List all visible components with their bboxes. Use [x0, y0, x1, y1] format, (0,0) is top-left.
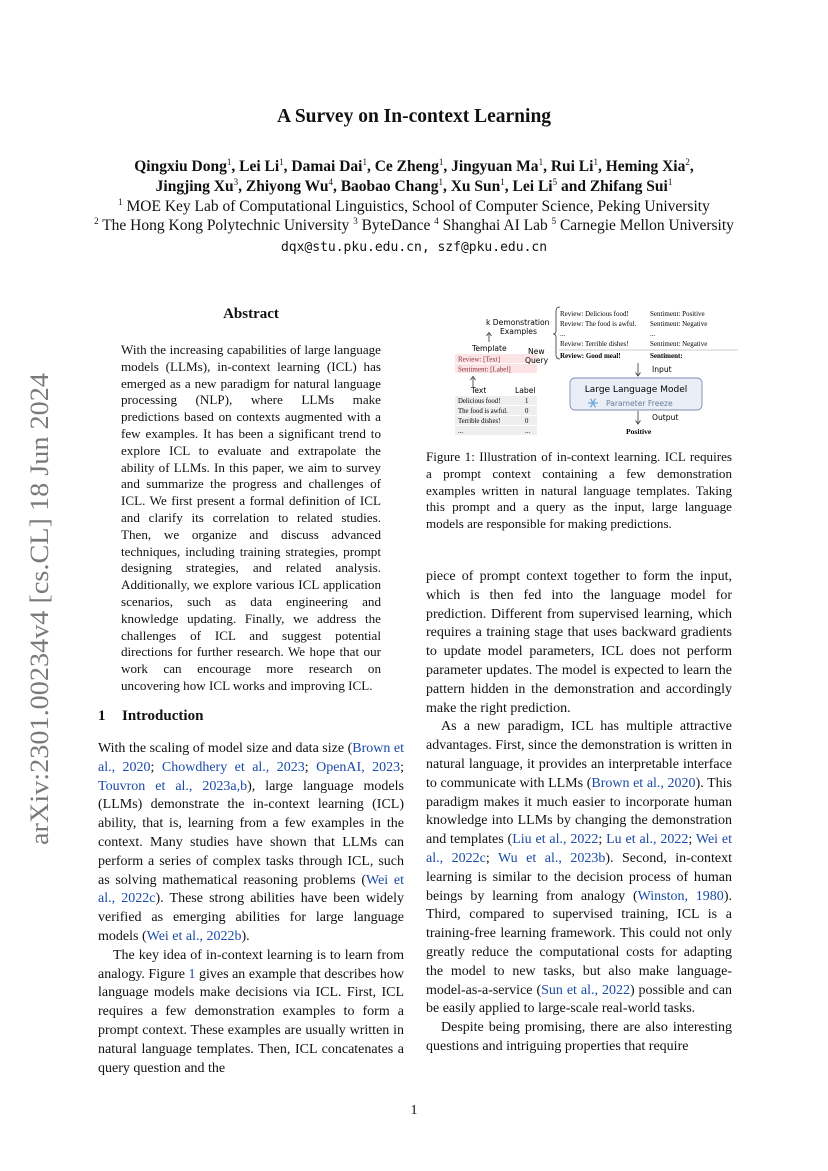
abstract-text: With the increasing capabilities of large language models (LLMs), in-context learning (ICL) has emerged as a new paradigm for natural language processing (NLP), where LLMs make predictions based on contexts augmented with a few examples. It has been a significant trend to explore ICL to evaluate and extrapolate the ability of LLMs. In this paper, we aim to survey and summarize the progress and challenges of ICL. We first present a formal definition of ICL and clarify its correlation to related studies. Then, we organize and discuss advanced techniques, including training strategies, prompt designing strategies, and related analysis. Additionally, we explore various ICL application scenarios, such as data engineering and knowledge updating. Finally, we address the challenges of ICL and suggest potential directions for further research. We hope that our work can encourage more research on uncovering how ICL works and improving ICL.: [121, 342, 381, 693]
page-number: 1: [410, 1103, 418, 1118]
citation-link[interactable]: Liu et al., 2022: [512, 832, 599, 848]
template-label: Template: [472, 344, 507, 353]
citation-link[interactable]: Winston, 1980: [637, 888, 724, 904]
author-name: Baobao Chang: [340, 178, 439, 195]
arxiv-stamp-svg: [20, 370, 54, 850]
k-demo-label: k Demonstration: [486, 318, 550, 327]
intro-paragraph-2: The key idea of in-context learning is to learn from analogy. Figure 1 gives an example that describes how language models make decisions via ICL. First, ICL requires a few demonstration examples to form a prompt context. These examples are usually written in natural language templates. Then, ICL concatenates a query question and the: [98, 947, 404, 1076]
author-affiliation-mark: 1: [538, 156, 544, 167]
freeze-label: Parameter Freeze: [606, 399, 673, 408]
right-column-body: [426, 568, 732, 1057]
paper-title: A Survey on In-context Learning: [276, 106, 552, 127]
affiliation-mark: 1: [118, 196, 123, 207]
author-affiliation-mark: 1: [362, 156, 367, 167]
template-review: Review: [Text]: [458, 355, 501, 364]
demo-sentiment: Sentiment: Positive: [650, 310, 705, 318]
citation-link[interactable]: Brown et al., 2020: [591, 775, 696, 791]
author-affiliation-mark: 1: [438, 176, 443, 187]
demo-sentiment: ...: [650, 330, 656, 338]
affiliation-mark: 3: [353, 215, 358, 226]
author-name: Qingxiu Dong: [134, 158, 227, 175]
llm-label: Large Language Model: [584, 385, 688, 395]
figure-1-diagram: [440, 305, 740, 439]
citation-link[interactable]: Wu et al., 2023b: [497, 850, 606, 866]
author-name: Heming Xia: [605, 158, 686, 175]
citation-link[interactable]: Chowdhery et al., 2023: [161, 759, 305, 775]
affiliation-mark: 4: [434, 215, 439, 226]
affiliation-name: The Hong Kong Polytechnic University: [98, 217, 354, 234]
citation-link[interactable]: Sun et al., 2022: [541, 982, 630, 998]
table-cell-text: The food is awful.: [458, 408, 508, 415]
demo-sentiment: Sentiment: Negative: [650, 320, 708, 328]
affiliation-name: Shanghai AI Lab: [438, 217, 552, 234]
affiliation-line-2: [0, 217, 828, 235]
affiliation-name: Carnegie Mellon University: [556, 217, 734, 234]
author-affiliation-mark: 1: [438, 156, 444, 167]
arxiv-id-text: arXiv:2301.00234v4 [cs.CL] 18 Jun 2024: [25, 410, 54, 845]
authors-line-2: Jingjing Xu$^3$, Zhiyong Wu$^4$, Baobao Chang$^1$, Xu Sun$^1$, Lei Li$^5$ and Zhifang Sui$^1$: [155, 176, 673, 195]
affiliation-name: MOE Key Lab of Computational Linguistics, School of Computer Science, Peking University: [122, 198, 710, 215]
author-name: Zhifang Sui: [589, 178, 668, 195]
affiliation-mark: 2: [94, 215, 99, 226]
output-label: Output: [652, 413, 679, 422]
author-name: Lei Li: [239, 158, 280, 175]
demo-brace: [553, 307, 560, 359]
intro-paragraph-1: With the scaling of model size and data size (Brown et al., 2020; Chowdhery et al., 2023; OpenAI, 2023; Touvron et al., 2023a,b), large language models (LLMs) demonstrate the in-context learning (ICL) ability, that is, learning from a few examples in the context. Many studies have shown that LLMs can perform a series of complex tasks through ICL, such as solving mathematical reasoning problems (Wei et al., 2022c). These strong abilities have been widely verified as emerging abilities for large language models (Wei et al., 2022b).: [98, 741, 405, 944]
demo-review: Review: Delicious food!: [560, 310, 629, 318]
input-label: Input: [652, 365, 672, 374]
citation-link[interactable]: 1: [188, 966, 196, 982]
query-sentiment: Sentiment:: [650, 352, 683, 360]
citation-link[interactable]: OpenAI, 2023: [316, 759, 401, 775]
demo-review: Review: Terrible dishes!: [560, 340, 629, 348]
author-affiliation-mark: 1: [593, 156, 598, 167]
label-col-label: Label: [515, 386, 536, 395]
author-name: Ce Zheng: [374, 158, 439, 175]
citation-link[interactable]: Wei et al., 2022c: [98, 872, 404, 907]
author-affiliation-mark: 2: [685, 156, 690, 167]
author-affiliation-mark: 4: [328, 176, 333, 187]
author-affiliation-mark: 1: [667, 176, 673, 187]
abstract-heading: Abstract: [223, 306, 279, 322]
citation-link[interactable]: Wei et al., 2022c: [426, 832, 733, 866]
author-name: Lei Li: [512, 178, 553, 195]
citation-link[interactable]: Lu et al., 2022: [606, 832, 689, 848]
demo-sentiment: Sentiment: Negative: [650, 340, 708, 348]
section-title: Introduction: [122, 708, 204, 724]
author-name: Zhiyong Wu: [245, 178, 329, 195]
author-affiliation-mark: 1: [226, 156, 232, 167]
affiliation-mark: 5: [551, 215, 557, 226]
author-name: Jingyuan Ma: [451, 158, 539, 175]
authors-line-1: Qingxiu Dong$^1$, Lei Li$^1$, Damai Dai$^1$, Ce Zheng$^1$, Jingyuan Ma$^1$, Rui Li$^1$, Heming Xia$^2$,: [134, 156, 694, 175]
examples-label: Examples: [500, 327, 537, 336]
author-name: Damai Dai: [291, 158, 363, 175]
author-name: Jingjing Xu: [155, 178, 234, 195]
author-affiliation-mark: 3: [233, 176, 239, 187]
demo-review: ...: [560, 330, 566, 338]
affiliation-name: ByteDance: [357, 217, 435, 234]
template-sentiment: Sentiment: [Label]: [458, 365, 511, 374]
table-cell-label: 0: [525, 408, 529, 415]
author-name: Rui Li: [550, 158, 594, 175]
author-affiliation-mark: 1: [279, 156, 284, 167]
right-paragraph-1: piece of prompt context together to form the input, which is then fed into the language model for prediction. Different from supervised learning, which requires a training stage that uses backward gradients to update model parameters, ICL does not perform parameter updates. The model is expected to learn the pattern hidden in the demonstration and accordingly make the right prediction.: [426, 569, 732, 716]
author-affiliation-mark: 1: [500, 176, 505, 187]
table-cell-label: ...: [525, 428, 531, 435]
table-cell-text: ...: [458, 428, 464, 435]
right-paragraph-3: Despite being promising, there are also interesting questions and intriguing properties that require: [426, 1020, 732, 1054]
section-number: 1: [98, 708, 106, 724]
result-label: Positive: [626, 427, 652, 436]
figure-caption: Figure 1: Illustration of in-context learning. ICL requires a prompt context containing a few demonstration examples written in natural language templates. Taking this prompt and a query as the input, large language models are responsible for making predictions.: [426, 449, 732, 532]
query-review: Review: Good meal!: [560, 352, 621, 360]
author-name: Xu Sun: [450, 178, 501, 195]
author-emails: dqx@stu.pku.edu.cn, szf@pku.edu.cn: [280, 240, 548, 255]
demo-review: Review: The food is awful.: [560, 320, 637, 328]
table-cell-text: Delicious food!: [458, 398, 501, 405]
table-cell-label: 1: [525, 398, 529, 405]
affiliation-line-1: [0, 198, 828, 216]
table-cell-text: Terrible dishes!: [458, 418, 501, 425]
author-affiliation-mark: 5: [552, 176, 558, 187]
query-label: Query: [525, 356, 549, 365]
right-paragraph-2: As a new paradigm, ICL has multiple attractive advantages. First, since the demonstration is written in natural language, it provides an interpretable interface to communicate with LLMs (Brown et al., 2020). This paradigm makes it much easier to incorporate human knowledge into LLMs by changing the demonstration and templates (Liu et al., 2022; Lu et al., 2022; Wei et al., 2022c; Wu et al., 2023b). Second, in-context learning is similar to the decision process of human beings by learning from analogy (Winston, 1980). Third, compared to supervised training, ICL is a training-free learning framework. This could not only greatly reduce the computational costs for adapting the model to new tasks, but also make language-model-as-a-service (Sun et al., 2022) possible and can be easily applied to large-scale real-world tasks.: [426, 719, 733, 1017]
demonstration-list: [560, 310, 707, 348]
citation-link[interactable]: Wei et al., 2022b: [146, 928, 242, 944]
citation-link[interactable]: Touvron et al., 2023a,b: [98, 778, 248, 794]
citation-link[interactable]: Brown et al., 2020: [98, 741, 404, 775]
arxiv-stamp: [20, 370, 54, 850]
new-label: New: [528, 347, 545, 356]
figure-1: [440, 305, 740, 439]
left-column-body: [98, 740, 404, 1078]
text-col-label: Text: [471, 386, 487, 395]
section-heading-introduction: [98, 708, 203, 725]
table-cell-label: 0: [525, 418, 529, 425]
example-table: [455, 396, 537, 435]
